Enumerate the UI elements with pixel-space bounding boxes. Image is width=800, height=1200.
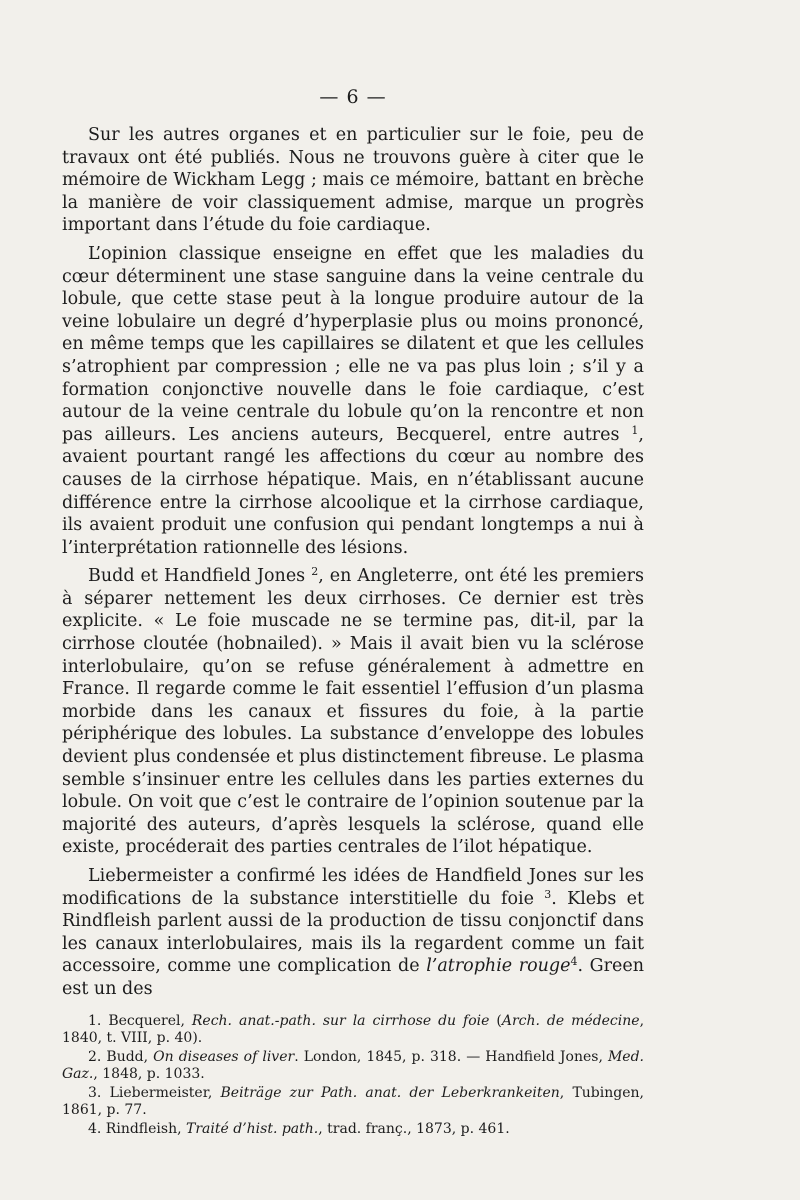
footnote-1-sep: ( xyxy=(489,1012,502,1029)
footnote-4-author: 4. Rindfleish, xyxy=(88,1120,187,1137)
footnote-4 xyxy=(62,1121,644,1139)
footnote-3-title: Beiträge zur Path. anat. der Leberkrankeiten xyxy=(220,1084,560,1101)
paragraph-4-text-c: . Green est un des xyxy=(62,956,645,999)
paragraph-1: Sur les autres organes et en particulier sur le foie, peu de travaux ont été publiés. Nous ne trouvons guère à citer que le mémoire de Wickham Legg ; mais ce mémoire, battant en brèche la manière de voir classiquement admise, marque un progrès important dans l’étude du foie cardiaque. xyxy=(62,125,644,236)
footnote-2-author: 2. Budd, xyxy=(88,1048,154,1065)
footnote-2 xyxy=(62,1049,644,1084)
paragraph-4-emphasis: l’atrophie rouge xyxy=(426,956,571,977)
footnotes xyxy=(62,1013,644,1139)
footnote-1 xyxy=(62,1013,644,1048)
paragraph-3-text-b: , en Angleterre, ont été les premiers à séparer nettement les deux cirrhoses. Ce dernier est très explicite. « Le foie muscade ne se termine pas, dit-il, par la cirrhose cloutée (hobnailed). » Mais il avait bien vu la sclérose interlobulaire, qu’on se refuse généralement à admettre en France. Il regarde comme le fait essentiel l’effusion d’un plasma morbide dans les canaux et fissures du foie, à la partie périphérique des lobules. La substance d’enveloppe des lobules devient plus condensée et plus distinctement fibreuse. Le plasma semble s’insinuer entre les cellules dans les parties externes du lobule. On voit que c’est le contraire de l’opinion soutenue par la majorité des auteurs, d’après lesquels la sclérose, quand elle existe, procéderait des parties centrales de l’ilot hépatique. xyxy=(62,566,644,858)
paragraph-4-text-a: Liebermeister a confirmé les idées de Handfield Jones sur les modifications de la substance interstitielle du foie xyxy=(62,866,644,909)
footnote-2-details: , 1848, p. 1033. xyxy=(93,1066,205,1083)
paragraph-2 xyxy=(62,243,644,559)
footnote-4-details: , trad. franç., 1873, p. 461. xyxy=(318,1120,510,1137)
document-page xyxy=(62,86,644,1139)
footnote-1-details: , 1840, t. VIII, p. 40). xyxy=(62,1012,645,1047)
paragraph-3 xyxy=(62,565,644,859)
paragraph-2-text-b: , avaient pourtant rangé les affections du cœur au nombre des causes de la cirrhose hépatique. Mais, en n’établissant aucune différence entre la cirrhose alcoolique et la cirrhose cardiaque, ils avaient produit une confusion qui pendant longtemps a nui à l’interprétation rationnelle des lésions. xyxy=(62,424,644,558)
footnote-2-sep: . London, 1845, p. 318. — Handfield Jones, xyxy=(294,1048,608,1065)
footnote-ref-4[interactable]: 4 xyxy=(570,955,578,969)
footnote-3-author: 3. Liebermeister, xyxy=(88,1084,221,1101)
footnote-4-title: Traité d’hist. path. xyxy=(186,1120,319,1137)
footnote-2-journal: Med. Gaz. xyxy=(62,1048,645,1083)
page-number: — 6 — xyxy=(319,86,387,108)
footnote-ref-3[interactable]: 3 xyxy=(544,887,552,901)
footnote-ref-2[interactable]: 2 xyxy=(311,565,319,579)
footnote-3-details: , Tubingen, 1861, p. 77. xyxy=(62,1084,644,1119)
paragraph-4 xyxy=(62,865,644,1001)
paragraph-4-text-b: . Klebs et Rindfleish parlent aussi de la production de tissu conjonctif dans les canaux interlobulaires, mais ils la regardent comme un fait accessoire, comme une complication de xyxy=(62,888,644,977)
footnote-1-title: Rech. anat.-path. sur la cirrhose du foie xyxy=(191,1012,490,1029)
paragraph-3-text-a: Budd et Handfield Jones xyxy=(88,566,312,587)
body-text xyxy=(62,124,644,1001)
footnote-ref-1[interactable]: 1 xyxy=(631,423,639,437)
footnote-1-journal: Arch. de médecine xyxy=(501,1012,640,1029)
footnote-3 xyxy=(62,1085,644,1120)
paragraph-2-text-a: L’opinion classique enseigne en effet que les maladies du cœur déterminent une stase sanguine dans la veine centrale du lobule, que cette stase peut à la longue produire autour de la veine lobulaire un degré d’hyperplasie plus ou moins prononcé, en même temps que les capillaires se dilatent et que les cellules s’atrophient par compression ; elle ne va pas plus loin ; s’il y a formation conjonctive nouvelle dans le foie cardiaque, c’est autour de la veine centrale du lobule qu’on la rencontre et non pas ailleurs. Les anciens auteurs, Becquerel, entre autres xyxy=(62,243,644,445)
footnote-2-title: On diseases of liver xyxy=(153,1048,295,1065)
footnote-1-author: 1. Becquerel, xyxy=(88,1012,192,1029)
